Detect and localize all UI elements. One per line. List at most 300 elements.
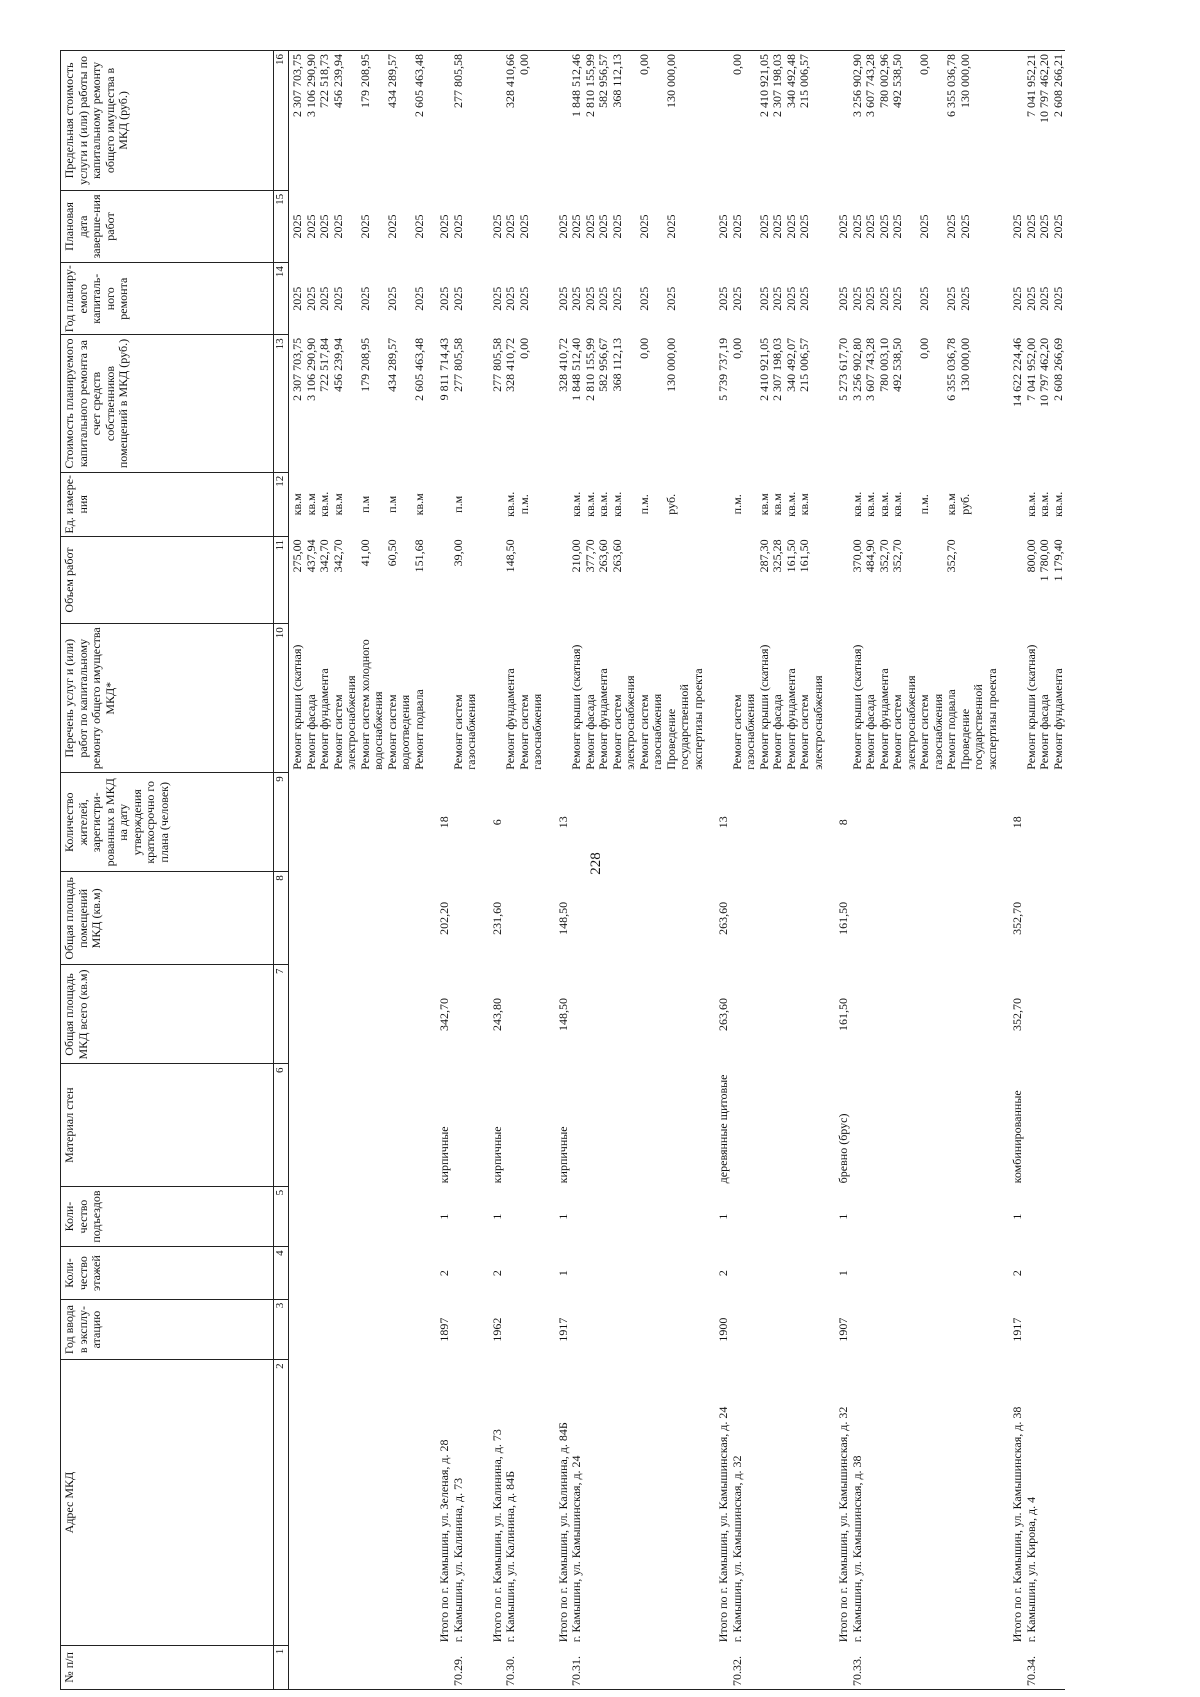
total-row — [426, 51, 452, 1690]
cell-col-5 — [959, 1186, 1000, 1247]
cell-col-5: 1 — [437, 1213, 451, 1220]
cell-col-1 — [705, 1645, 731, 1689]
column-number-16: 16 — [274, 51, 289, 191]
cell-col-10: Ремонт крыши (скатная) — [1023, 644, 1038, 770]
cell-col-1 — [359, 1645, 386, 1689]
cell-col-4 — [518, 1247, 545, 1299]
cell-col-1 — [332, 1645, 359, 1689]
cell-col-4 — [1025, 1247, 1039, 1299]
table-row — [731, 51, 758, 1690]
cell-col-8 — [332, 872, 359, 965]
cell-col-16 — [426, 51, 452, 191]
cell-col-10: Ремонт крыши (скатная) — [290, 644, 304, 770]
cell-col-2 — [945, 1360, 959, 1645]
cell-col-5 — [731, 1186, 758, 1247]
table-row — [959, 51, 1000, 1690]
cell-col-1 — [386, 1645, 413, 1689]
cell-col-8: 148,50 — [555, 901, 570, 935]
cell-col-7 — [332, 965, 359, 1064]
cell-col-14: 2025 — [729, 286, 744, 311]
cell-col-3 — [851, 1299, 865, 1360]
cell-col-5 — [570, 1186, 584, 1247]
table-row — [584, 51, 598, 1690]
cell-col-5: 1 — [489, 1213, 504, 1220]
cell-col-1: 70.29. — [452, 1645, 479, 1689]
cell-col-7 — [584, 965, 598, 1064]
cell-col-6 — [289, 1064, 305, 1186]
cell-col-2 — [665, 1360, 706, 1645]
cell-col-9 — [452, 773, 479, 872]
cell-col-16: 10 797 462,20 — [1038, 51, 1052, 191]
cell-col-6 — [452, 1064, 479, 1186]
cell-col-3 — [305, 1299, 319, 1360]
cell-col-2: г. Камышин, ул. Камышинская, д. 24 — [569, 1455, 583, 1643]
cell-col-9 — [945, 773, 959, 872]
cell-col-8 — [584, 872, 598, 965]
cell-col-15: 2025 — [1050, 214, 1065, 239]
cell-col-5 — [1025, 1186, 1039, 1247]
cell-col-16 — [825, 51, 851, 191]
cell-col-12: кв.м. — [1023, 491, 1038, 517]
cell-col-3 — [289, 1299, 305, 1360]
cell-col-14: 2025 — [797, 286, 811, 311]
cell-col-9 — [864, 773, 878, 872]
cell-col-2 — [413, 1360, 427, 1645]
cell-col-9 — [665, 773, 706, 872]
cell-col-10: Ремонт фундамента — [783, 668, 798, 770]
cell-col-4 — [597, 1247, 611, 1299]
cell-col-6 — [359, 1064, 386, 1186]
cell-col-14: 2025 — [489, 286, 504, 311]
cell-col-14: 2025 — [863, 286, 877, 311]
cell-col-4 — [959, 1247, 1000, 1299]
cell-col-8 — [731, 872, 758, 965]
table-row — [785, 51, 799, 1690]
cell-col-14: 2025 — [450, 286, 465, 311]
cell-col-4 — [318, 1247, 332, 1299]
cell-col-4: 2 — [489, 1270, 504, 1277]
cell-col-4 — [570, 1247, 584, 1299]
cell-col-6: комбинированные — [1010, 1090, 1024, 1184]
cell-col-12: кв.м. — [609, 491, 624, 517]
cell-col-11: 263,60 — [596, 539, 610, 573]
cell-col-14: 2025 — [437, 286, 451, 311]
cell-col-3 — [665, 1299, 706, 1360]
column-number-14: 14 — [274, 263, 289, 335]
cell-col-16: 179 208,95 — [359, 51, 386, 191]
cell-col-11 — [999, 536, 1025, 623]
cell-col-1 — [638, 1645, 665, 1689]
cell-col-2: Итого по г. Камышин, ул. Камышинская, д. 38 — [1010, 1406, 1024, 1643]
cell-col-9 — [359, 773, 386, 872]
column-header-15: Плановая дата заверше-ния работ — [61, 190, 274, 262]
cell-col-4 — [504, 1247, 518, 1299]
column-number-9: 9 — [274, 773, 289, 872]
cell-col-12: кв.м. — [876, 491, 891, 517]
cell-col-11: 437,94 — [303, 539, 318, 573]
cell-col-2: Итого по г. Камышин, ул. Камышинская, д. 32 — [836, 1406, 850, 1643]
cell-col-12: п.м. — [636, 494, 651, 515]
cell-col-15: 2025 — [384, 214, 399, 239]
column-number-8: 8 — [274, 872, 289, 965]
cell-col-14: 2025 — [770, 286, 784, 311]
cell-col-11: 60,50 — [384, 539, 399, 567]
cell-col-13: 780 003,10 — [876, 337, 891, 392]
cell-col-15: 2025 — [330, 214, 345, 239]
cell-col-4 — [452, 1247, 479, 1299]
table-row — [891, 51, 918, 1690]
cell-col-12: п.м — [384, 495, 399, 513]
table-row — [318, 51, 332, 1690]
cell-col-8 — [597, 872, 611, 965]
table-row — [332, 51, 359, 1690]
cell-col-14: 2025 — [582, 286, 597, 311]
cell-col-11 — [426, 536, 452, 623]
cell-col-3 — [597, 1299, 611, 1360]
cell-col-5 — [305, 1186, 319, 1247]
cell-col-13: 7 041 952,00 — [1023, 337, 1038, 401]
table-row — [359, 51, 386, 1690]
cell-col-12: руб. — [663, 493, 678, 515]
cell-col-8 — [918, 872, 945, 965]
cell-col-4 — [386, 1247, 413, 1299]
cell-col-10: Ремонт систем электроснабжения — [797, 675, 825, 770]
cell-col-12: п.м. — [516, 494, 531, 515]
cell-col-8 — [1052, 872, 1066, 965]
cell-col-7 — [959, 965, 1000, 1064]
cell-col-8 — [386, 872, 413, 965]
cell-col-12: кв.м — [330, 493, 345, 516]
cell-col-7 — [305, 965, 319, 1064]
cell-col-11: 210,00 — [569, 539, 583, 573]
cell-col-12: п.м. — [917, 494, 931, 515]
cell-col-8: 352,70 — [1010, 901, 1024, 935]
cell-col-3 — [584, 1299, 598, 1360]
cell-col-4 — [771, 1247, 785, 1299]
cell-col-5 — [851, 1186, 865, 1247]
cell-col-6 — [785, 1064, 799, 1186]
cell-col-10: Ремонт фасада — [770, 694, 784, 770]
cell-col-12: кв.м. — [863, 491, 877, 517]
cell-col-16 — [545, 51, 571, 191]
cell-col-13: 3 607 743,28 — [863, 337, 877, 401]
cell-col-16: 456 239,94 — [332, 51, 359, 191]
cell-col-15: 2025 — [489, 214, 504, 239]
cell-col-8 — [771, 872, 785, 965]
cell-col-1 — [479, 1645, 505, 1689]
cell-col-2 — [878, 1360, 892, 1645]
cell-col-14: 2025 — [596, 286, 610, 311]
cell-col-8 — [638, 872, 665, 965]
cell-col-15: 2025 — [917, 214, 931, 239]
cell-col-10: Ремонт систем электроснабжения — [890, 675, 918, 770]
column-header-7: Общая площадь МКД всего (кв.м) — [61, 965, 274, 1064]
cell-col-16: 2 810 155,99 — [584, 51, 598, 191]
cell-col-5: 1 — [555, 1213, 570, 1220]
table-row — [518, 51, 545, 1690]
cell-col-13: 3 106 290,90 — [303, 337, 318, 401]
cell-col-3 — [798, 1299, 825, 1360]
cell-col-14: 2025 — [716, 286, 730, 311]
cell-col-2 — [771, 1360, 785, 1645]
column-header-10: Перечень услуг и (или) работ по капитальному ремонту общего имущества МКД* — [61, 624, 274, 773]
cell-col-15: 2025 — [555, 214, 570, 239]
cell-col-5 — [584, 1186, 598, 1247]
cell-col-11: 275,00 — [290, 539, 304, 573]
cell-col-11: 161,50 — [783, 539, 798, 573]
column-header-5: Коли-чество подъездов — [61, 1186, 274, 1247]
cell-col-16 — [705, 51, 731, 191]
cell-col-3 — [332, 1299, 359, 1360]
cell-col-3 — [959, 1299, 1000, 1360]
cell-col-14: 2025 — [317, 286, 331, 311]
cell-col-9 — [611, 773, 638, 872]
cell-col-15: 2025 — [890, 214, 904, 239]
cell-col-6: кирпичные — [555, 1126, 570, 1184]
cell-col-16: 130 000,00 — [959, 51, 1000, 191]
cell-col-9 — [1025, 773, 1039, 872]
cell-col-7 — [452, 965, 479, 1064]
cell-col-6 — [864, 1064, 878, 1186]
cell-col-13: 6 355 036,78 — [944, 337, 958, 401]
cell-col-15: 2025 — [944, 214, 958, 239]
cell-col-16: 3 256 902,90 — [851, 51, 865, 191]
cell-col-6 — [771, 1064, 785, 1186]
cell-col-16: 3 106 290,90 — [305, 51, 319, 191]
cell-col-3 — [452, 1299, 479, 1360]
cell-col-14: 2025 — [290, 286, 304, 311]
cell-col-5 — [945, 1186, 959, 1247]
cell-col-6 — [611, 1064, 638, 1186]
cell-col-5 — [665, 1186, 706, 1247]
cell-col-12: кв.м. — [849, 491, 864, 517]
cell-col-1: 70.33. — [851, 1645, 865, 1689]
cell-col-14: 2025 — [756, 286, 771, 311]
cell-col-15: 2025 — [770, 214, 784, 239]
cell-col-9 — [570, 773, 584, 872]
cell-col-5 — [878, 1186, 892, 1247]
cell-col-12: кв.м — [303, 493, 318, 516]
cell-col-15: 2025 — [863, 214, 877, 239]
cell-col-7: 243,80 — [489, 998, 504, 1031]
cell-col-5 — [891, 1186, 918, 1247]
cell-col-10: Ремонт систем электроснабжения — [609, 675, 637, 770]
cell-col-9 — [798, 773, 825, 872]
column-header-12: Ед. измере-ния — [61, 472, 274, 536]
cell-col-10: Ремонт фундамента — [503, 668, 517, 770]
cell-col-5 — [504, 1186, 518, 1247]
cell-col-2: Итого по г. Камышин, ул. Калинина, д. 73 — [489, 1429, 504, 1643]
cell-col-10: Ремонт крыши (скатная) — [569, 644, 583, 770]
cell-col-3 — [318, 1299, 332, 1360]
cell-col-11 — [705, 536, 731, 623]
cell-col-3 — [945, 1299, 959, 1360]
column-number-4: 4 — [274, 1247, 289, 1299]
cell-col-12: кв.м — [290, 493, 304, 516]
cell-col-2 — [518, 1360, 545, 1645]
cell-col-13: 3 256 902,80 — [849, 337, 864, 401]
cell-col-2: г. Камышин, ул. Камышинская, д. 32 — [729, 1455, 744, 1643]
total-row — [999, 51, 1025, 1690]
cell-col-15: 2025 — [716, 214, 730, 239]
table-row — [1025, 51, 1039, 1690]
cell-col-8 — [785, 872, 799, 965]
cell-col-5 — [359, 1186, 386, 1247]
table-row — [504, 51, 518, 1690]
cell-col-15: 2025 — [797, 214, 811, 239]
cell-col-7 — [318, 965, 332, 1064]
cell-col-8 — [611, 872, 638, 965]
table-row — [771, 51, 785, 1690]
table-row — [452, 51, 479, 1690]
cell-col-15: 2025 — [636, 214, 651, 239]
cell-col-4 — [891, 1247, 918, 1299]
cell-col-9 — [785, 773, 799, 872]
cell-col-1 — [318, 1645, 332, 1689]
cell-col-8 — [359, 872, 386, 965]
cell-col-1 — [289, 1645, 305, 1689]
cell-col-15: 2025 — [450, 214, 465, 239]
cell-col-10: Ремонт крыши (скатная) — [756, 644, 771, 770]
cell-col-2 — [1052, 1360, 1066, 1645]
cell-col-13: 0,00 — [636, 337, 651, 359]
cell-col-14: 2025 — [569, 286, 583, 311]
cell-col-13: 1 848 512,40 — [569, 337, 583, 401]
table-row — [386, 51, 413, 1690]
cell-col-7 — [1038, 965, 1052, 1064]
cell-col-7 — [504, 965, 518, 1064]
cell-col-13: 2 608 266,69 — [1050, 337, 1065, 401]
cell-col-4 — [864, 1247, 878, 1299]
cell-col-1: 70.30. — [504, 1645, 518, 1689]
cell-col-8 — [504, 872, 518, 965]
cell-col-9: 8 — [836, 819, 850, 826]
cell-col-11: 325,28 — [770, 539, 784, 573]
cell-col-12 — [999, 472, 1025, 536]
cell-col-15: 2025 — [729, 214, 744, 239]
cell-col-4 — [359, 1247, 386, 1299]
cell-col-1 — [785, 1645, 799, 1689]
cell-col-11 — [959, 536, 1000, 623]
cell-col-2 — [611, 1360, 638, 1645]
cell-col-13: 368 112,13 — [609, 337, 624, 392]
cell-col-16: 2 307 198,03 — [771, 51, 785, 191]
cell-col-11 — [518, 536, 545, 623]
cell-col-15: 2025 — [411, 214, 426, 239]
cell-col-10 — [825, 624, 851, 773]
cell-col-1 — [597, 1645, 611, 1689]
cell-col-1 — [1052, 1645, 1066, 1689]
table-row — [305, 51, 319, 1690]
cell-col-2 — [584, 1360, 598, 1645]
cell-col-3 — [758, 1299, 772, 1360]
cell-col-3 — [878, 1299, 892, 1360]
cell-col-4 — [798, 1247, 825, 1299]
cell-col-16: 0,00 — [518, 51, 545, 191]
cell-col-3 — [638, 1299, 665, 1360]
cell-col-6 — [504, 1064, 518, 1186]
cell-col-13: 0,00 — [729, 337, 744, 359]
cell-col-4 — [611, 1247, 638, 1299]
cell-col-1: 70.32. — [731, 1645, 758, 1689]
cell-col-5 — [864, 1186, 878, 1247]
cell-col-13: 328 410,72 — [555, 337, 570, 392]
cell-col-2: Итого по г. Камышин, ул. Камышинская, д. 24 — [716, 1406, 730, 1643]
cell-col-6 — [665, 1064, 706, 1186]
cell-col-1 — [864, 1645, 878, 1689]
cell-col-4: 2 — [437, 1270, 451, 1277]
cell-col-7 — [611, 965, 638, 1064]
cell-col-7 — [359, 965, 386, 1064]
cell-col-14: 2025 — [303, 286, 318, 311]
cell-col-16: 0,00 — [731, 51, 758, 191]
table-row — [665, 51, 706, 1690]
cell-col-11: 1 179,40 — [1050, 539, 1065, 582]
cell-col-6 — [878, 1064, 892, 1186]
cell-col-10 — [479, 624, 505, 773]
column-number-2: 2 — [274, 1360, 289, 1645]
cell-col-10: Ремонт фундамента — [596, 668, 610, 770]
column-header-6: Материал стен — [61, 1064, 274, 1186]
table-row — [918, 51, 945, 1690]
column-header-14: Год планиру-емого капиталь-ного ремонта — [61, 263, 274, 335]
cell-col-16: 2 307 703,75 — [289, 51, 305, 191]
cell-col-10 — [705, 624, 731, 773]
cell-col-12: п.м — [450, 495, 465, 513]
cell-col-6: деревянные щитовые — [716, 1074, 730, 1184]
cell-col-4 — [945, 1247, 959, 1299]
cell-col-3 — [359, 1299, 386, 1360]
cell-col-4 — [1038, 1247, 1052, 1299]
cell-col-1 — [959, 1645, 1000, 1689]
cell-col-1 — [413, 1645, 427, 1689]
cell-col-15: 2025 — [849, 214, 864, 239]
cell-col-12: кв.м — [944, 493, 958, 516]
cell-col-11 — [545, 536, 571, 623]
cell-col-6 — [386, 1064, 413, 1186]
cell-col-11 — [638, 536, 665, 623]
cell-col-14: 2025 — [836, 286, 850, 311]
cell-col-14: 2025 — [1037, 286, 1051, 311]
cell-col-12 — [426, 472, 452, 536]
cell-col-10: Ремонт систем газоснабжения — [516, 693, 544, 770]
table-body — [289, 51, 1066, 1690]
cell-col-8 — [945, 872, 959, 965]
table-row — [851, 51, 865, 1690]
cell-col-7 — [945, 965, 959, 1064]
cell-col-6 — [318, 1064, 332, 1186]
column-header-13: Стоимость планируемого капитального ремонта за счет средств собственников помещений в МКД (руб.) — [61, 335, 274, 472]
cell-col-13: 130 000,00 — [957, 337, 972, 392]
cell-col-7 — [731, 965, 758, 1064]
cell-col-4 — [638, 1247, 665, 1299]
cell-col-10: Ремонт фасада — [303, 694, 318, 770]
cell-col-6 — [638, 1064, 665, 1186]
cell-col-12: кв.м. — [569, 491, 583, 517]
cell-col-4: 1 — [555, 1270, 570, 1277]
cell-col-7 — [413, 965, 427, 1064]
cell-col-6 — [945, 1064, 959, 1186]
cell-col-6: кирпичные — [489, 1126, 504, 1184]
cell-col-4 — [1052, 1247, 1066, 1299]
cell-col-10: Ремонт систем электроснабжения — [330, 675, 358, 770]
cell-col-1: 70.31. — [570, 1645, 584, 1689]
cell-col-6 — [1052, 1064, 1066, 1186]
cell-col-3 — [386, 1299, 413, 1360]
cell-col-5 — [785, 1186, 799, 1247]
cell-col-8 — [305, 872, 319, 965]
cell-col-10: Проведение государственной экспертизы проекта — [663, 668, 705, 770]
